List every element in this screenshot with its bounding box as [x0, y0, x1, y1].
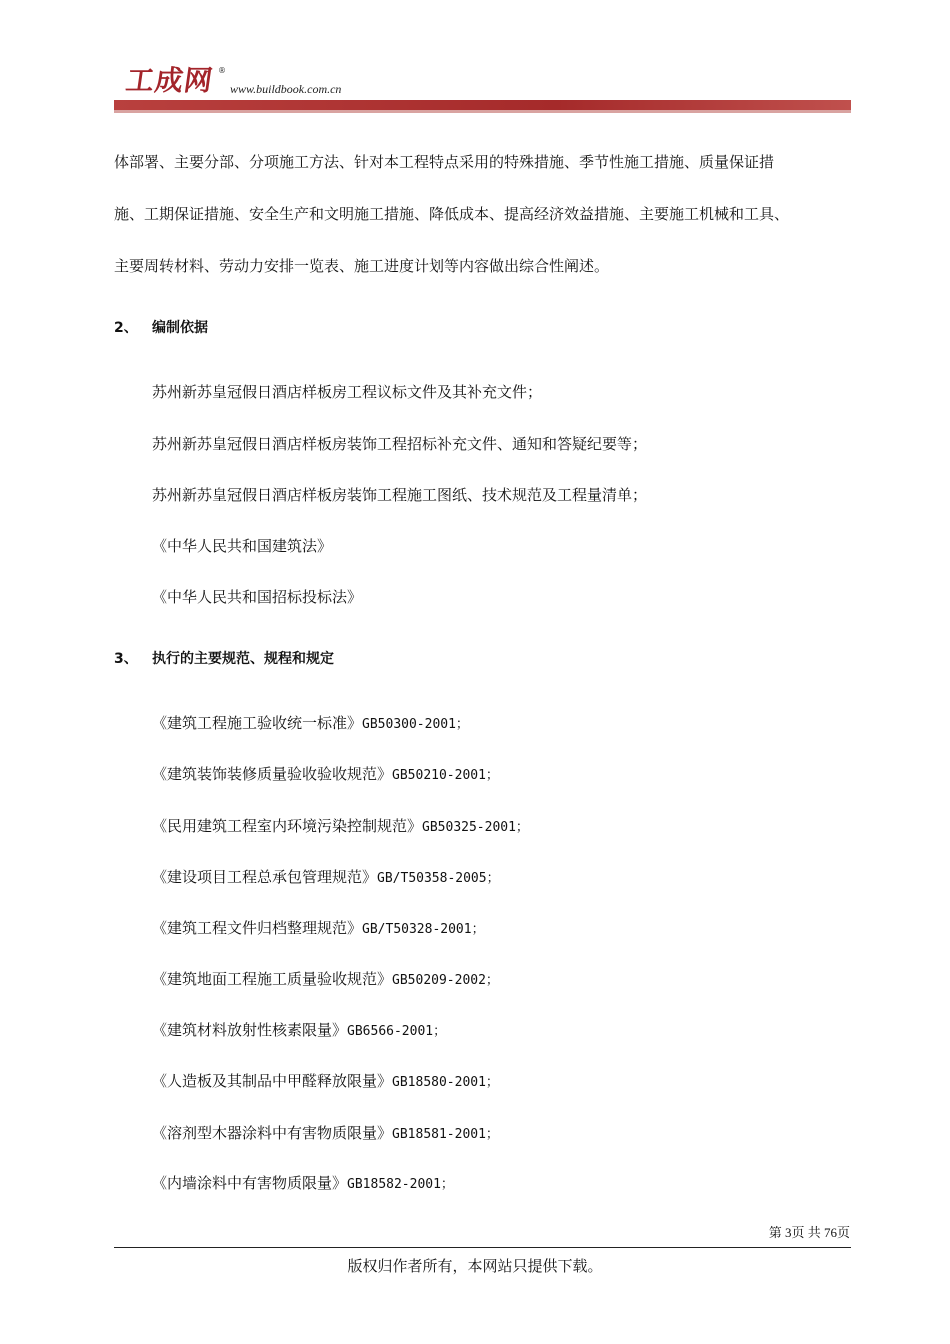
header-divider-bar [114, 100, 851, 110]
standard-code: GB18582-2001； [347, 1177, 454, 1192]
site-url: www.buildbook.com.cn [230, 82, 342, 96]
standard-code: GB6566-2001； [347, 1024, 447, 1039]
standard-code: GB50209-2002； [392, 973, 499, 988]
standard-name: 《人造板及其制品中甲醛释放限量》 [152, 1072, 393, 1090]
standard-name: 《内墙涂料中有害物质限量》 [152, 1174, 348, 1192]
standard-name: 《建筑工程施工验收统一标准》 [152, 714, 363, 732]
basis-item: 《中华人民共和国建筑法》 [152, 537, 333, 555]
standard-item [152, 918, 485, 940]
standard-name: 《建筑装饰装修质量验收验收规范》 [152, 765, 393, 783]
section-number: 2、 [114, 320, 138, 336]
page-header [0, 0, 950, 115]
page-indicator: 第 3页 共 76页 [768, 1225, 850, 1240]
registered-mark: ® [218, 66, 226, 75]
basis-item: 《中华人民共和国招标投标法》 [152, 588, 363, 606]
standard-code: GB50325-2001； [422, 820, 529, 835]
copyright-notice: 版权归作者所有，本网站只提供下载。 [347, 1257, 603, 1275]
header-divider-shadow [114, 110, 851, 113]
standard-name: 《建筑地面工程施工质量验收规范》 [152, 970, 393, 988]
standard-item [152, 969, 499, 991]
intro-line: 体部署、主要分部、分项施工方法、针对本工程特点采用的特殊措施、季节性施工措施、质量保证措 [114, 153, 775, 171]
standard-name: 《溶剂型木器涂料中有害物质限量》 [152, 1124, 393, 1142]
section-heading [114, 649, 334, 669]
standard-code: GB/T50328-2001； [362, 922, 485, 937]
standard-code: GB50300-2001； [362, 717, 469, 732]
basis-item: 苏州新苏皇冠假日酒店样板房装饰工程施工图纸、技术规范及工程量清单； [152, 486, 648, 504]
standard-item [152, 1123, 499, 1145]
standard-code: GB/T50358-2005； [377, 871, 500, 886]
section-title: 执行的主要规范、规程和规定 [152, 651, 334, 667]
basis-item: 苏州新苏皇冠假日酒店样板房工程议标文件及其补充文件； [152, 383, 543, 401]
intro-line: 主要周转材料、劳动力安排一览表、施工进度计划等内容做出综合性阐述。 [114, 257, 610, 275]
standard-name: 《建筑工程文件归档整理规范》 [152, 919, 363, 937]
footer-divider [114, 1247, 851, 1248]
section-title: 编制依据 [152, 320, 208, 336]
standard-item [152, 816, 529, 838]
intro-line: 施、工期保证措施、安全生产和文明施工措施、降低成本、提高经济效益措施、主要施工机械和工具、 [114, 205, 790, 223]
standard-item [152, 713, 469, 735]
section-heading [114, 318, 208, 338]
site-logo: 工成网 [123, 64, 216, 97]
standard-code: GB50210-2001； [392, 768, 499, 783]
section-number: 3、 [114, 651, 138, 667]
standard-code: GB18581-2001； [392, 1127, 499, 1142]
standard-name: 《建设项目工程总承包管理规范》 [152, 868, 378, 886]
standard-name: 《民用建筑工程室内环境污染控制规范》 [152, 817, 423, 835]
basis-item: 苏州新苏皇冠假日酒店样板房装饰工程招标补充文件、通知和答疑纪要等； [152, 435, 648, 453]
standard-item [152, 1020, 446, 1042]
standard-code: GB18580-2001； [392, 1075, 499, 1090]
standard-item [152, 867, 500, 889]
standard-item [152, 1173, 454, 1195]
standard-item [152, 1071, 499, 1093]
standard-item [152, 764, 499, 786]
standard-name: 《建筑材料放射性核素限量》 [152, 1021, 348, 1039]
